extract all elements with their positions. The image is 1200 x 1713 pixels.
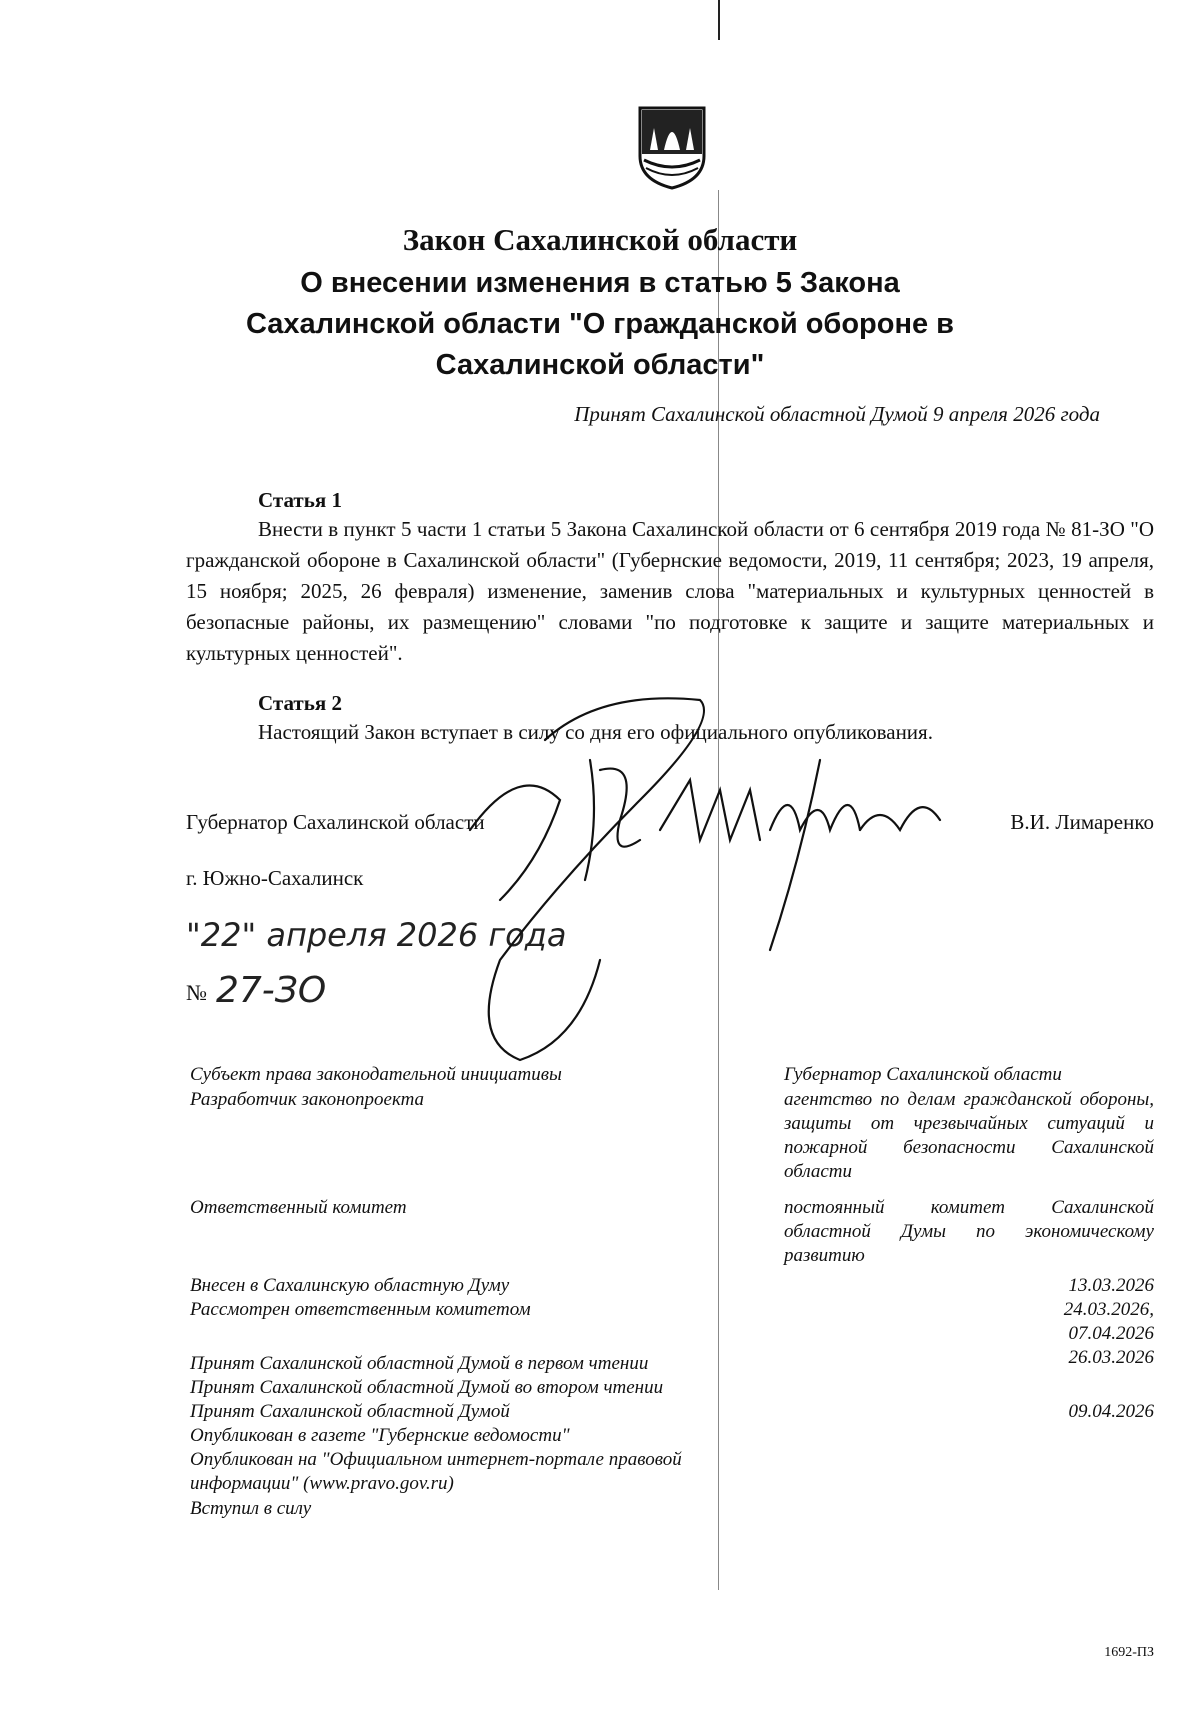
- number-prefix: №: [186, 980, 207, 1005]
- info-committee-label: Ответственный комитет: [190, 1197, 407, 1218]
- accepted-note: Принят Сахалинской областной Думой 9 апреля 2026 года: [574, 402, 1100, 426]
- info-reviewed-date-1: 24.03.2026,: [1063, 1299, 1154, 1320]
- city: г. Южно-Сахалинск: [186, 866, 364, 890]
- handwritten-date: "22" апреля 2026 года: [186, 916, 567, 954]
- info-introduced-date: 13.03.2026: [1068, 1275, 1154, 1296]
- info-reviewed-label: Рассмотрен ответственным комитетом: [190, 1299, 531, 1320]
- info-developer-value: агентство по делам гражданской обороны, защиты от чрезвычайных ситуаций и пожарной безопасности Сахалинской области: [784, 1089, 1154, 1182]
- signatory-position: Губернатор Сахалинской области: [186, 810, 485, 834]
- law-title: Закон Сахалинской области: [402, 222, 798, 257]
- info-adopted-date: 09.04.2026: [1068, 1401, 1154, 1422]
- handwritten-number: 27-ЗО: [216, 970, 327, 1011]
- info-introduced-label: Внесен в Сахалинскую областную Думу: [190, 1275, 510, 1296]
- article-1-body: Внести в пункт 5 части 1 статьи 5 Закона Сахалинской области от 6 сентября 2019 года № 81-ЗО "О гражданской обороне в Сахалинской области" (Губернские ведомости, 2019, 11 сентября; 2023, 19 апреля, 15 ноября; 2025, 26 февраля) изменение, заменив слова "материальных и культурных ценностей в безопасные районы, их размещению" словами "по подготовке к защите и защите материальных и культурных ценностей".: [186, 517, 1154, 665]
- subtitle-line: О внесении изменения в статью 5 Закона: [300, 267, 900, 299]
- article-2-heading: Статья 2: [258, 691, 342, 715]
- info-published-newspaper-label: Опубликован в газете "Губернские ведомости": [190, 1425, 570, 1446]
- document-code: 1692-ПЗ: [1104, 1645, 1154, 1660]
- info-second-reading-label: Принят Сахалинской областной Думой во втором чтении: [190, 1377, 664, 1398]
- article-1-heading: Статья 1: [258, 488, 342, 512]
- info-reviewed-date-2: 07.04.2026: [1068, 1323, 1154, 1344]
- article-2-body: Настоящий Закон вступает в силу со дня его официального опубликования.: [258, 720, 933, 744]
- info-published-portal-label: Опубликован на "Официальном интернет-портале правовой информации" (www.pravo.gov.ru): [190, 1449, 682, 1494]
- info-committee-value: постоянный комитет Сахалинской областной Думы по экономическому развитию: [784, 1197, 1154, 1266]
- info-subject-label: Субъект права законодательной инициативы: [190, 1064, 562, 1085]
- info-entered-force-label: Вступил в силу: [190, 1498, 312, 1519]
- subtitle-line: Сахалинской области "О гражданской обороне в: [245, 308, 955, 340]
- signatory-name: В.И. Лимаренко: [1010, 810, 1154, 834]
- info-adopted-label: Принят Сахалинской областной Думой: [190, 1401, 510, 1422]
- subtitle-line: Сахалинской области": [435, 349, 765, 381]
- info-developer-label: Разработчик законопроекта: [190, 1089, 425, 1110]
- info-subject-value: Губернатор Сахалинской области: [784, 1064, 1062, 1085]
- info-first-reading-date: 26.03.2026: [1068, 1347, 1154, 1368]
- info-first-reading-label: Принят Сахалинской областной Думой в первом чтении: [190, 1353, 649, 1374]
